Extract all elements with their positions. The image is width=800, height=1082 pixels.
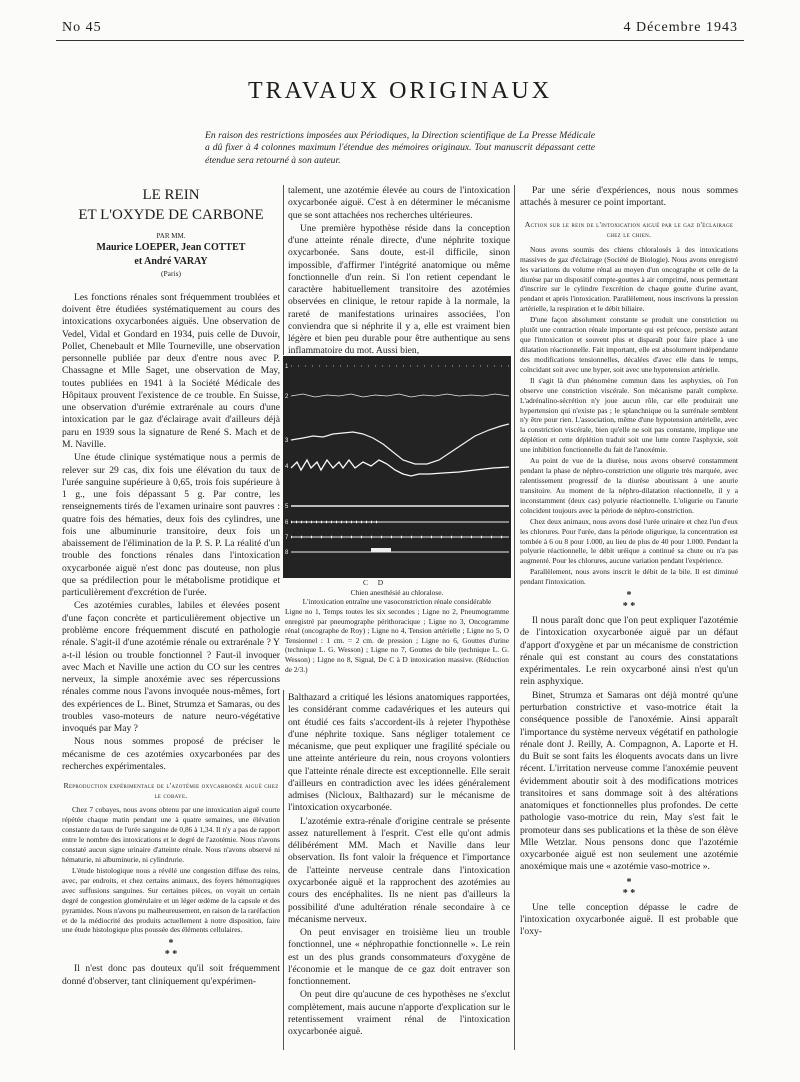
column-3 xyxy=(520,185,738,940)
caption-subtitle: L'intoxication entraîne une vasoconstriction rénale considérable xyxy=(302,597,492,607)
authors-block: PAR MM. Maurice LOEPER, Jean COTTET et André VARAY (Paris) xyxy=(96,231,246,279)
kymograph-figure xyxy=(283,356,511,578)
column-divider xyxy=(283,690,284,1050)
paragraph: Parallèlement, nous avons inscrit le débit de la bile. Il est diminué pendant l'intoxication. xyxy=(520,567,738,587)
paragraph: Il nous paraît donc que l'on peut expliquer l'azotémie de l'intoxication oxycarbonée aiguë par un défaut d'apport d'oxygène et par un mécanisme de constriction rénale qui est constant au cours des constatations expérimentales. Le rein oxycarboné ainsi n'est qu'un rein asphyxique. xyxy=(520,615,738,688)
paragraph: Les fonctions rénales sont fréquemment troublées et doivent être étudiées systématiquement au cours des intoxications oxycarbonées aiguës. Une observation de Vedel, Vidal et Gondard en 1934, puis celle de Duvoir, Pollet, Chenebault et Mlle Tourneville, une observation personnelle publiée par deux d'entre nous avec P. Chassagne et Mlle Saget, une observation de May, toutes publiées en 1941 à la Société Médicale des Hôpitaux prouvent l'existence de ce trouble. En Suisse, une observation d'urémie extrarénale au cours d'une intoxication par le gaz d'éclairage avait d'ailleurs déjà paru en 1939 sous la signature de René S. Mach et de M. Naville. xyxy=(62,291,280,450)
kymograph-trace xyxy=(283,356,511,578)
line-label: 2 xyxy=(285,394,289,400)
editorial-notice: En raison des restrictions imposées aux Périodiques, la Direction scientifique de La Presse Médicale a dû fixer à 4 colonnes maximum l'étendue des mémoires originaux. Tout manuscrit dépassant cette étendue sera retourné à son auteur. xyxy=(205,130,595,166)
line-label: 6 xyxy=(285,520,289,526)
marker-labels: C D xyxy=(363,578,388,587)
section-separator: * * * xyxy=(164,938,178,961)
paragraph: Au point de vue de la diurèse, nous avons observé constamment pendant la phase de néphro-constriction une oligurie très marquée, avec ralentissement progressif de la diurèse aboutissant à une anurie transitoire. Au moment de la néphro-dilatation réactionnelle, il y a inconstamment (deux cas) polyurie réactionnelle. L'oligurie ou l'anurie coïncident toujours avec la période de néphro-constriction. xyxy=(520,456,738,515)
column-divider xyxy=(283,185,284,355)
paragraph: Une telle conception dépasse le cadre de l'intoxication oxycarbonée aiguë. Il est probable que l'oxy- xyxy=(520,901,738,938)
issue-date: 4 Décembre 1943 xyxy=(623,20,738,35)
paragraph: Chez 7 cobayes, nous avons obtenu par une intoxication aiguë courte répétée chaque matin pendant une à quatre semaines, une élévation constante du taux de l'urée sanguine de 0,86 à 1,34. Il n'y a pas de rapport entre le nombre des intoxications et le degré de l'azotémie. Nous n'avons constaté aucun signe urinaire d'atteinte rénale. Nous n'avons observé ni hématurie, ni albuminurie, ni cylindrurie. xyxy=(62,805,280,865)
header-rule xyxy=(56,40,744,41)
column-1-text xyxy=(62,292,280,773)
experiment-notes xyxy=(62,805,280,935)
column-2-bottom xyxy=(288,692,510,1039)
section-separator: * * * xyxy=(622,590,636,613)
figure-caption xyxy=(285,578,509,674)
line-label: 8 xyxy=(285,550,289,556)
paragraph: Nous nous sommes proposé de préciser le mécanisme de ces azotémies oxycarbonées par des recherches expérimentales. xyxy=(62,736,280,772)
paragraph: Balthazard a critiqué les lésions anatomiques rapportées, les considérant comme cadavériques et les auteurs qui ont étudié ces faits s'accordent-ils à rejeter l'hypothèse d'une néphrite toxique. Sans négliger totalement ce mécanisme, que peut expliquer une fragilité spéciale ou une atteinte antérieure du rein, nous croyons volontiers que l'atteinte rénale directe est exceptionnelle. Elle serait d'ailleurs en contradiction avec les idées généralement admises (Nicloux, Balthazard) sur le mécanisme de l'intoxication oxycarbonée. xyxy=(288,692,510,814)
column-3-tail xyxy=(520,902,738,939)
section-separator: * * * xyxy=(622,876,636,899)
article-title: LE REIN ET L'OXYDE DE CARBONE xyxy=(78,187,264,224)
column-1 xyxy=(62,185,280,989)
section-heading: Reproduction expérimentale de l'azotémie oxycarbonée aiguë chez le cobaye. xyxy=(63,781,279,801)
paragraph: Ces azotémies curables, labiles et élevées posent d'une façon concrète et particulièrement objective un problème encore fréquemment discuté en pathologie rénale. S'agit-il d'une azotémie rénale ou extrarénale ? Y a-t-il lésion ou trouble fonctionnel ? Faut-il invoquer avec Mach et Naville une action du CO sur les centres nerveux, la simple anoxémie avec ses répercussions rénales comme nous l'avons invoquée nous-mêmes, fort des expériences de L. Binet, Strumza et Samaras, ou des troubles vaso-moteurs de nature neuro-végétative invoqués par May ? xyxy=(62,600,280,735)
paragraph: Chez deux animaux, nous avons dosé l'urée urinaire et chez l'un d'eux les chlorures. Pour l'urée, dans la période oligurique, la concentration est tombée à 6 ou 8 pour 1.000, au lieu de plus de 40 pour 1.000. Pendant la polyurie réactionnelle, le débit uréique a continué sa chute ou n'a pas augmenté. Pour les chlorures, aucune variation pendant l'expérience. xyxy=(520,516,738,566)
paragraph: Binet, Strumza et Samaras ont déjà montré qu'une perturbation constrictive et vaso-motrice était la conséquence possible de l'anoxémie. Ainsi apparaît l'importance du système nerveux végétatif en pathologie rénale dont J. Reilly, A. Compagnon, A. Laporte et H. du Buit se sont faits les éloquents avocats dans un livre récent. L'irritation nerveuse comme l'anoxémie peuvent évidemment aboutir soit à des modifications motrices transitoires et sans dommage soit à des altérations anatomiques et fonctionnelles plus profondes. De cette pathologie vaso-motrice du rein, May s'est fait le promoteur dans ses publications et la thèse de son élève Mlle Wetzlar. Nous pensons donc que l'azotémie oxycarbonée aiguë est non seulement une azotémie anoxémique mais une « azotémie vaso-motrice ». xyxy=(520,689,738,873)
column-divider xyxy=(514,185,515,1050)
paragraph: Il n'est donc pas douteux qu'il soit fréquemment donné d'observer, tant cliniquement qu'expérimen- xyxy=(62,963,280,987)
paragraph: L'étude histologique nous a révélé une congestion diffuse des reins, avec, par endroits, et chez certains animaux, des foyers hémorragiques avec suffusions sanguines. Sur certaines pièces, on voyait un certain degré de congestion glomérulaire et un léger œdème de la capsule et des pyramides. Nous n'avons pu malheureusement, en raison de la raréfaction et de la médiocrité des produits actuellement à notre disposition, faire une étude histologique plus poussée des éléments cellulaires. xyxy=(62,865,280,935)
column-1-tail xyxy=(62,963,280,988)
line-label: 1 xyxy=(285,364,289,370)
column-2-top xyxy=(288,185,510,359)
paragraph: Par une série d'expériences, nous nous sommes attachés à mesurer ce point important. xyxy=(520,185,738,209)
section-title: TRAVAUX ORIGINAUX xyxy=(247,78,553,104)
paragraph: On peut envisager en troisième lieu un trouble fonctionnel, une « néphropathie fonctionnelle ». Le rein est un des plus grands consommateurs d'oxygène de l'économie et le manque de ce gaz doit entraver son fonctionnement. xyxy=(288,927,510,988)
section-heading: Action sur le rein de l'intoxication aiguë par le gaz d'éclairage chez le chien. xyxy=(524,219,734,239)
paragraph: Il s'agit là d'un phénomène commun dans les asphyxies, où l'on observe une constriction viscérale. Son mécanisme paraît complexe. L'adrénalino-sécrétion n'y joue aucun rôle, car elle produirait une hypertension qui n'existe pas ; le splanchnique ou la surrénale semblent n'y être pour rien. L'association, même d'une hypotension artérielle, avec la constriction viscérale, bien qu'elle ne soit pas constante, implique une déplétion et cette déplétion traduit soit une lutte contre l'asphyxie, soit une inhibition fonctionnelle du fait de l'anoxémie. xyxy=(520,375,738,455)
caption-body: Ligne no 1, Temps toutes les six secondes ; Ligne no 2, Pneumogramme enregistré par pneumographe périthoracique ; Ligne no 3, Oncogramme rénal (oncographe de Roy) ; Ligne no 4, Tension artérielle ; Ligne no 5, O Tensionnel : 1 cm. = 2 cm. de pression ; Ligne no 6, Gouttes d'urine (technique L. G. Wesson) ; Ligne no 7, Gouttes de bile (technique L. G. Wesson) ; Ligne no 8, Signal, De C à D intoxication massive. (Réduction de 2/3.) xyxy=(285,606,509,674)
line-label: 7 xyxy=(285,535,289,541)
paragraph: L'azotémie extra-rénale d'origine centrale se présente assez naturellement à l'esprit. C'est elle qu'ont admis délibérément MM. Mach et Naville dans leur observation. Ils font valoir la fréquence et l'importance de l'atteinte nerveuse centrale dans l'intoxication oxycarbonée aiguë et la rapprochent des azotémies au cours des encéphalites. Ils ne nient pas d'ailleurs la possibilité d'une adultération rénale secondaire à ce mécanisme nerveux. xyxy=(288,815,510,925)
experiment-notes xyxy=(520,245,738,587)
paragraph: Une première hypothèse réside dans la conception d'une atteinte rénale directe, d'une néphrite toxique oxycarbonée. Sans doute, est-il difficile, sinon impossible, d'affirmer l'intégrité anatomique ou même fonctionnelle d'un rein. Si l'on retient cependant le caractère habituellement transitoire des azotémies observées en clinique, le retour rapide à la normale, la rareté de manifestations urinaires associées, l'on conviendra que si néphrite il y a, elle est vraiment bien légère et bien peu durable pour être authentique au sens inflammatoire du mot. Aussi bien, xyxy=(288,222,510,357)
paragraph: Une étude clinique systématique nous a permis de relever sur 29 cas, dix fois une élévation du taux de l'urée sanguine supérieure à 0,65, trois fois supérieure à 1 g., une fois dépassant 5 g. Par contre, les renseignements tirés de l'examen urinaire sont pauvres : quatre fois des hématies, deux fois des cylindres, une fois une albuminurie transitoire, deux fois un abaissement de l'élimination de la P. S. P. La réalité d'un trouble des fonctions rénales dans l'intoxication oxycarbonée aiguë n'est donc pas douteuse, non plus que sa prédilection pour le métabolisme protidique et particulièrement d'excrétion de l'urée. xyxy=(62,452,280,599)
paragraph: On peut dire qu'aucune de ces hypothèses ne s'exclut complètement, mais aucune n'apporte d'explication sur le retentissement vraiment rénal de l'intoxication oxycarbonée aiguë. xyxy=(288,989,510,1038)
paragraph: Nous avons soumis des chiens chloralosés à des intoxications massives de gaz d'éclairage (Société de Biologie). Nous avons enregistré les variations du volume rénal au moyen d'un oncographe et celle de la diurèse par un dispositif compte-gouttes à air comprimé, nous permettant d'inscrire sur le cylindre l'excrétion de chaque goutte d'urine avant, pendant et après l'intoxication. Parallèlement, nous inscrivons la pression artérielle, la respiration et le débit biliaire. xyxy=(520,244,738,314)
paragraph: talement, une azotémie élevée au cours de l'intoxication oxycarbonée aiguë. C'est à en déterminer le mécanisme que se sont attachées nos recherches ultérieures. xyxy=(288,185,510,221)
column-3-intro xyxy=(520,185,738,210)
issue-number: No 45 xyxy=(62,20,102,35)
column-3-text xyxy=(520,615,738,874)
line-label: 3 xyxy=(285,438,289,444)
paragraph: D'une façon absolument constante se produit une constriction ou plutôt une contraction rénale importante qui est précoce, persiste autant que l'intoxication et souvent plus et disparaît pour faire place à une dilatation réactionnelle. Fait important, elle est absolument indépendante des modifications tensionnelles, décalées d'avec elle dans le temps, coïncidant soit avec une hyper, soit avec une hypotension artérielle. xyxy=(520,315,738,374)
line-label: 4 xyxy=(285,464,289,470)
line-label: 5 xyxy=(285,504,289,510)
caption-title: Chien anesthésié au chloralose. xyxy=(350,587,444,597)
